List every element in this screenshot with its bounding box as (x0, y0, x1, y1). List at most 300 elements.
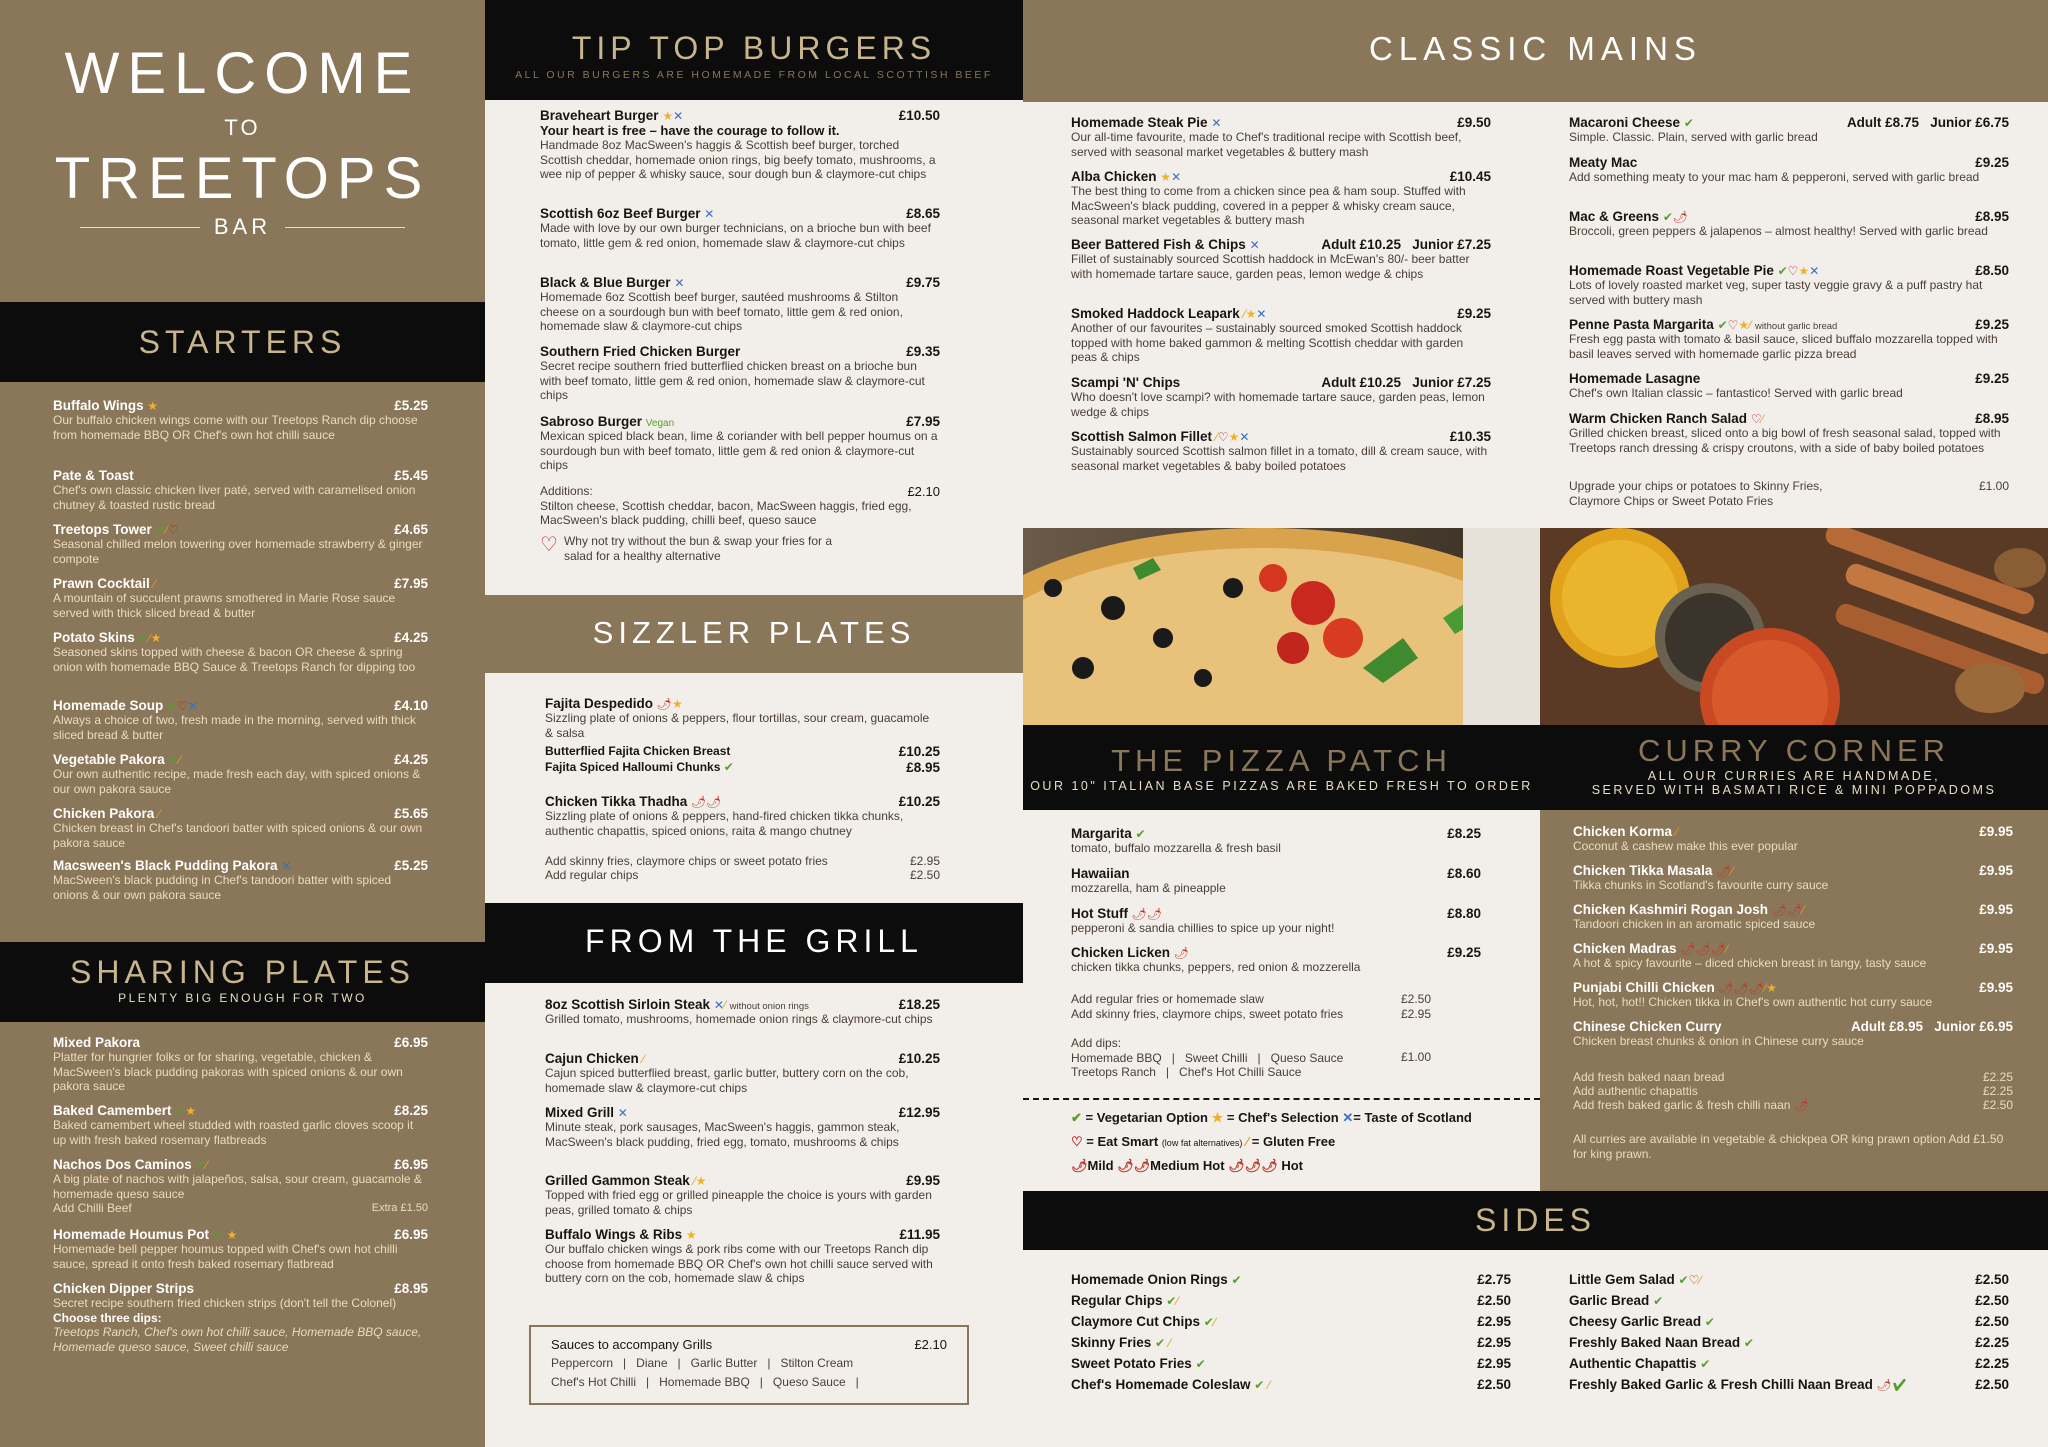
item-name: Southern Fried Chicken Burger (540, 344, 741, 359)
item-description: Lots of lovely roasted market veg, super tasty veggie gravy & a puff pastry hat served with buttery mash (1569, 278, 1983, 307)
key-small: (low fat alternatives) (1161, 1138, 1243, 1148)
gluten-free-icon: ⁄ (153, 577, 156, 591)
item-description: Our own authentic recipe, made fresh each day, with spiced onions & our own pakora sauce (53, 767, 421, 796)
menu-option (545, 744, 940, 758)
item-name: Chef's Homemade Coleslaw (1071, 1377, 1251, 1392)
menu-item (53, 1281, 428, 1354)
item-name: Chicken Korma (1573, 824, 1673, 839)
addon (545, 868, 940, 883)
item-name: Chicken Licken (1071, 945, 1171, 960)
item-price: £6.95 (394, 1227, 428, 1242)
upgrade-text: Upgrade your chips or potatoes to Skinny Fries, Claymore Chips or Sweet Potato Fries (1569, 479, 1823, 508)
addon-text: Add fresh baked naan bread (1573, 1070, 1725, 1084)
item-description: Chicken breast in Chef's tandoori batter with spiced onions & our own pakora sauce (53, 821, 423, 850)
menu-item (53, 468, 428, 512)
item-name: Chicken Pakora (53, 806, 155, 821)
dips-title: Choose three dips: (53, 1310, 162, 1325)
item-description: A big plate of nachos with jalapeños, salsa, sour cream, guacamole & homemade queso sauce (53, 1172, 422, 1201)
item-description: Minute steak, pork sausages, MacSween's haggis, gammon steak, MacSween's black pudding, fried egg, tomato, mushrooms & chips (545, 1120, 900, 1149)
vegetarian-icon: ✔ (212, 1228, 223, 1242)
item-description: Tandoori chicken in an aromatic spiced sauce (1573, 917, 1816, 931)
item-name: Chicken Madras (1573, 941, 1677, 956)
menu-item (1071, 237, 1491, 281)
curry-panel (1540, 810, 2048, 1191)
item-description: mozzarella, ham & pineapple (1071, 881, 1226, 895)
chilli-icon: 🌶🌶 (1771, 903, 1803, 917)
addon-text: Add authentic chapattis (1573, 1084, 1698, 1098)
eat-smart-icon: ♡ (177, 699, 188, 713)
vegetarian-icon: ✔ (1743, 1336, 1754, 1350)
key-divider (1023, 1098, 1540, 1100)
vegetarian-icon: ✔ (1700, 1357, 1711, 1371)
item-price: £9.75 (906, 275, 940, 290)
key-text: = Vegetarian Option (1085, 1110, 1208, 1125)
section-title: CLASSIC MAINS (1369, 30, 1702, 67)
item-price: £7.95 (906, 414, 940, 429)
gluten-free-icon: ⁄ (1213, 1315, 1216, 1329)
item-price: £4.25 (394, 630, 428, 645)
item-description: Another of our favourites – sustainably sourced smoked Scottish haddock topped with home baked gammon & melting Scottish cheddar with garden peas & chips (1071, 321, 1464, 364)
item-price: £8.80 (1447, 906, 1481, 921)
item-name: Braveheart Burger (540, 108, 659, 123)
vegetarian-icon: ✔ (723, 760, 734, 774)
menu-item (53, 806, 428, 850)
item-price: £9.25 (1975, 371, 2009, 386)
item-name: Chinese Chicken Curry (1573, 1019, 1722, 1034)
item-name: Meaty Mac (1569, 155, 1638, 170)
item-name: Chicken Tikka Thadha (545, 794, 688, 809)
taste-of-scotland-icon: ✕ (1809, 264, 1820, 278)
item-note: without onion rings (729, 1001, 809, 1012)
gluten-free-icon: ⁄ (1243, 307, 1246, 321)
item-price: £9.95 (1979, 824, 2013, 839)
item-price: £8.60 (1447, 866, 1481, 881)
chef-selection-icon: ★ (1160, 170, 1172, 184)
key-text: = Taste of Scotland (1353, 1110, 1472, 1125)
item-description: Our buffalo chicken wings come with our Treetops Ranch dip choose from homemade BBQ OR Chef's own hot chilli sauce (53, 413, 418, 442)
chef-selection-icon: ★ (1211, 1110, 1224, 1125)
item-description: Chef's own classic chicken liver paté, served with caramelised onion chutney & toasted rustic bread (53, 483, 416, 512)
item-name: Little Gem Salad (1569, 1272, 1675, 1287)
section-subtitle: ALL OUR CURRIES ARE HANDMADE, (1647, 769, 1941, 783)
taste-of-scotland-icon: ✕ (1171, 170, 1182, 184)
item-name: Chicken Kashmiri Rogan Josh (1573, 902, 1769, 917)
key-text: = Chef's Selection (1226, 1110, 1339, 1125)
item-name: Smoked Haddock Leapark (1071, 306, 1240, 321)
menu-item (1573, 863, 2013, 893)
side-item (1071, 1314, 1511, 1329)
menu-item (53, 1103, 428, 1147)
item-description: Made with love by our own burger technicians, on a brioche bun with beef tomato, little gem & red onion, homemade slaw & claymore-cut chips (540, 221, 931, 250)
item-price: £4.25 (394, 752, 428, 767)
menu-item (1569, 209, 2009, 239)
no-bun-note (540, 534, 940, 563)
item-description: Always a choice of two, fresh made in the morning, served with thick sliced bread & butter (53, 713, 416, 742)
dips-line: Treetops Ranch | Chef's Hot Chilli Sauce (1071, 1065, 1302, 1079)
eat-smart-icon: ♡ (540, 534, 558, 556)
item-price: £2.50 (1975, 1377, 2009, 1392)
gluten-free-icon: ⁄ (1761, 412, 1764, 426)
item-price: £5.45 (394, 468, 428, 483)
taste-of-scotland-icon: ✕ (187, 699, 198, 713)
item-name: Regular Chips (1071, 1293, 1163, 1308)
item-description: The best thing to come from a chicken since pea & ham soup. Stuffed with MacSween's black pudding, covered in a pepper & whisky cream sauce, seasonal market vegetables & buttery mash (1071, 184, 1466, 227)
option-name: Fajita Spiced Halloumi Chunks (545, 760, 721, 774)
item-price: £9.50 (1457, 115, 1491, 130)
item-name: Macaroni Cheese (1569, 115, 1681, 130)
gluten-free-icon: ⁄ (1749, 318, 1752, 332)
menu-item (545, 1227, 940, 1286)
section-title: SHARING PLATES (69, 954, 416, 990)
no-bun-text: Why not try without the bun & swap your fries for a salad for a healthy alternative (563, 534, 833, 563)
item-description: Secret recipe southern fried butterflied chicken breast on a brioche bun with beef tomato, little gem & red onion, homemade slaw & claymore-cut chips (540, 359, 925, 402)
menu-item (1071, 826, 1481, 856)
item-price: £10.35 (1449, 429, 1491, 444)
item-price: £8.50 (1975, 263, 2009, 278)
side-item (1569, 1293, 2009, 1308)
vegetarian-icon: ✔ (1135, 827, 1146, 841)
item-name: Scampi 'N' Chips (1071, 375, 1181, 390)
vegetarian-icon: ✔ (1777, 264, 1788, 278)
pizza-photo (1023, 528, 1540, 725)
gluten-free-icon: ⁄ (1699, 1273, 1702, 1287)
gluten-free-icon: ⁄ (1731, 864, 1734, 878)
menu-item (53, 522, 428, 566)
vegetarian-icon: ✔ (1653, 1294, 1664, 1308)
menu-item (1569, 115, 2009, 145)
addon-price: £2.25 (1982, 1070, 2013, 1084)
gluten-free-icon: ⁄ (642, 1052, 645, 1066)
eat-smart-icon: ♡ (167, 523, 179, 537)
item-name: Sweet Potato Fries (1071, 1356, 1192, 1371)
item-description: Coconut & cashew make this ever popular (1573, 839, 1798, 853)
item-price: £9.25 (1975, 317, 2009, 332)
section-subtitle: ALL OUR BURGERS ARE HOMEMADE FROM LOCAL SCOTTISH BEEF (515, 69, 993, 81)
side-item (1071, 1356, 1511, 1371)
item-name: Mixed Grill (545, 1105, 615, 1120)
item-name: Homemade Roast Vegetable Pie (1569, 263, 1774, 278)
item-name: Fajita Despedido (545, 696, 654, 711)
item-description: Add something meaty to your mac ham & pepperoni, served with garlic bread (1569, 170, 1980, 184)
taste-of-scotland-icon: ✕ (1256, 307, 1267, 321)
menu-item (53, 630, 428, 674)
item-price: £6.95 (394, 1035, 428, 1050)
chef-selection-icon: ★ (150, 631, 162, 645)
gluten-free-icon: ⁄ (723, 998, 726, 1012)
item-description: A hot & spicy favourite – diced chicken breast in tangy, tasty sauce (1573, 956, 1927, 970)
menu-item (53, 1157, 428, 1216)
menu-item (53, 1035, 428, 1094)
chilli-icon: 🌶 (1793, 1098, 1810, 1112)
menu-item (545, 1173, 940, 1217)
item-name: Scottish 6oz Beef Burger (540, 206, 701, 221)
side-item (1071, 1293, 1511, 1308)
item-name: Prawn Cocktail (53, 576, 150, 591)
menu-item (1071, 115, 1491, 159)
menu-item (545, 794, 940, 838)
gluten-free-icon: ⁄ (1726, 942, 1729, 956)
chilli-icon: 🌶🌶 (691, 795, 722, 809)
chef-selection-icon: ★ (1798, 264, 1810, 278)
chef-selection-icon: ★ (147, 399, 159, 413)
menu-item (1573, 941, 2013, 971)
item-description: Seasonal chilled melon towering over homemade strawberry & ginger compote (53, 537, 423, 566)
grill-header (485, 903, 1023, 983)
item-price: Adult £8.75 Junior £6.75 (1846, 115, 2009, 130)
welcome-line: WELCOME (64, 41, 421, 106)
menu-item (53, 752, 428, 796)
item-price: £9.95 (1979, 863, 2013, 878)
dips-line: Homemade BBQ | Sweet Chilli | Queso Sauce (1071, 1050, 1344, 1065)
section-subtitle: OUR 10" ITALIAN BASE PIZZAS ARE BAKED FRESH TO ORDER (1030, 779, 1533, 793)
taste-of-scotland-icon: ✕ (1342, 1110, 1354, 1125)
item-description: chicken tikka chunks, peppers, red onion & mozzerella (1071, 960, 1361, 974)
item-name: Potato Skins (53, 630, 135, 645)
item-price: £4.65 (394, 522, 428, 537)
key-text: = Eat Smart (1086, 1134, 1159, 1149)
addon-text: Add skinny fries, claymore chips, sweet potato fries (1071, 1007, 1344, 1021)
item-name: Freshly Baked Garlic & Fresh Chilli Naan Bread (1569, 1377, 1873, 1392)
addon (1573, 1070, 2013, 1085)
addon (1573, 1084, 2013, 1099)
addon-price: £2.95 (1400, 1007, 1431, 1021)
additions-price: £2.10 (907, 484, 940, 499)
vegetarian-icon: ✔ (1662, 210, 1673, 224)
vegetarian-icon: ✔ (1717, 318, 1728, 332)
item-description: Fresh egg pasta with tomato & basil sauce, sliced buffalo mozzarella topped with basil leaves served with homemade garlic pizza bread (1569, 332, 1998, 361)
item-name: Punjabi Chilli Chicken (1573, 980, 1715, 995)
menu-item (1573, 824, 2013, 854)
symbol-key (1071, 1110, 1531, 1174)
item-price: £8.95 (1975, 209, 2009, 224)
menu-item (540, 344, 940, 403)
item-name: Mixed Pakora (53, 1035, 141, 1050)
item-name: Macsween's Black Pudding Pakora (53, 858, 278, 873)
addon-text: Add fresh baked garlic & fresh chilli naan (1573, 1098, 1791, 1112)
menu-item (545, 1051, 940, 1095)
item-description: Hot, hot, hot!! Chicken tikka in Chef's own authentic hot curry sauce (1573, 995, 1933, 1009)
item-name: Homemade Soup (53, 698, 164, 713)
additions-label: Additions: (540, 484, 593, 498)
extra-price: Extra £1.50 (371, 1202, 428, 1214)
welcome-block (0, 40, 485, 240)
upgrade-price: £1.00 (1978, 479, 2009, 493)
side-item (1569, 1356, 2009, 1371)
right-area (1023, 0, 2048, 1447)
item-description: Our all-time favourite, made to Chef's traditional recipe with Scottish beef, served with seasonal market vegetables & buttery mash (1071, 130, 1462, 159)
menu-item (1569, 411, 2009, 455)
item-name: Skinny Fries (1071, 1335, 1152, 1350)
item-name: Homemade Onion Rings (1071, 1272, 1228, 1287)
item-price: £8.25 (1447, 826, 1481, 841)
item-name: Pate & Toast (53, 468, 134, 483)
chilli-icon: 🌶 (1672, 210, 1689, 224)
sizzler-header (485, 595, 1023, 673)
item-name: Penne Pasta Margarita (1569, 317, 1714, 332)
item-description: Secret recipe southern fried chicken strips (don't tell the Colonel) (53, 1296, 397, 1310)
item-price: £8.95 (394, 1281, 428, 1296)
gluten-free-icon: ⁄ (1764, 981, 1767, 995)
vegetarian-icon: ✔ (1231, 1273, 1242, 1287)
addon-price: £2.50 (1400, 992, 1431, 1006)
menu-item (53, 1227, 428, 1271)
vegetarian-icon: ✔ (1891, 1378, 1908, 1392)
key-text: = Gluten Free (1251, 1134, 1336, 1149)
item-description: Fillet of sustainably sourced Scottish haddock in McEwan's 80/- beer batter with homemade tartare sauce, garden peas, lemon wedge & chips (1071, 252, 1470, 281)
gluten-free-icon: ⁄ (1168, 1336, 1171, 1350)
chilli-icon: 🌶 (656, 697, 673, 711)
item-price: £9.25 (1975, 155, 2009, 170)
item-price: £8.65 (906, 206, 940, 221)
item-name: Hot Stuff (1071, 906, 1128, 921)
item-description: MacSween's black pudding in Chef's tandoori batter with spiced onions & our own pakora sauce (53, 873, 392, 902)
item-description: Sustainably sourced Scottish salmon fillet in a tomato, dill & cream sauce, with seasonal market vegetables & baby boiled potatoes (1071, 444, 1488, 473)
gluten-free-icon: ⁄ (1268, 1378, 1271, 1392)
item-name: Cheesy Garlic Bread (1569, 1314, 1702, 1329)
item-name: Mac & Greens (1569, 209, 1660, 224)
item-description: Grilled chicken breast, sliced onto a big bowl of fresh seasonal salad, topped with Treetops ranch dressing & crispy croutons, with a side of baby boiled potatoes (1569, 426, 2001, 455)
item-name: Alba Chicken (1071, 169, 1157, 184)
item-description: Cajun spiced butterflied breast, garlic butter, buttery corn on the cob, homemade slaw & claymore-cut chips (545, 1066, 909, 1095)
vegetarian-icon: ✔ (195, 1158, 206, 1172)
menu-option (545, 760, 940, 774)
menu-item (1573, 1019, 2013, 1049)
vegetarian-icon: ✔ (1071, 1110, 1082, 1125)
vegetarian-icon: ✔ (175, 1104, 186, 1118)
item-name: Scottish Salmon Fillet (1071, 429, 1213, 444)
gluten-free-icon: ⁄ (148, 631, 151, 645)
item-price: Adult £10.25 Junior £7.25 (1321, 237, 1491, 252)
item-price: £2.75 (1477, 1272, 1511, 1287)
chef-selection-icon: ★ (662, 109, 674, 123)
vegetarian-icon: ✔ (1203, 1315, 1214, 1329)
item-description: Mexican spiced black bean, lime & coriander with bell pepper houmus on a sourdough bun with beef tomato, little gem & red onion & claymore-cut chips (540, 429, 938, 472)
section-title: STARTERS (138, 324, 347, 360)
menu-item (545, 696, 940, 740)
gluten-free-icon: ⁄ (1245, 1134, 1249, 1149)
item-name: Baked Camembert (53, 1103, 172, 1118)
menu-item (1569, 155, 2009, 185)
item-price: £2.50 (1477, 1377, 1511, 1392)
burgers-header (485, 0, 1023, 100)
item-description: Platter for hungrier folks or for sharing, vegetable, chicken & MacSween's black pudding pakoras with spiced onions & our own pakora sauce (53, 1050, 403, 1093)
item-price: £2.50 (1477, 1293, 1511, 1308)
section-title: TIP TOP BURGERS (571, 30, 937, 66)
eat-smart-icon: ♡ (1750, 412, 1762, 426)
item-description: Baked camembert wheel studded with roasted garlic cloves scoop it up with fresh baked rosemary flatbreads (53, 1118, 414, 1147)
item-price: £8.95 (1975, 411, 2009, 426)
item-name: Homemade Steak Pie (1071, 115, 1208, 130)
additions-desc: Stilton cheese, Scottish cheddar, bacon, MacSween haggis, fried egg, MacSween's black pudding, chilli beef, queso sauce (540, 498, 912, 527)
gluten-free-icon: ⁄ (1176, 1294, 1179, 1308)
vegetarian-icon: ✔ (1155, 1336, 1166, 1350)
item-price: £5.25 (394, 858, 428, 873)
menu-item (1573, 980, 2013, 1010)
vegetarian-icon: ✔ (1683, 116, 1694, 130)
item-price: £9.95 (1979, 941, 2013, 956)
vegan-tag: Vegan (645, 418, 675, 429)
menu-item (1071, 866, 1481, 896)
dips (1071, 1036, 1481, 1080)
item-name: Hawaiian (1071, 866, 1130, 881)
sauces-title: Sauces to accompany Grills (551, 1337, 713, 1352)
item-price: £2.95 (1477, 1314, 1511, 1329)
item-name: Warm Chicken Ranch Salad (1569, 411, 1748, 426)
item-price: £5.25 (394, 398, 428, 413)
vegetarian-icon: ✔ (138, 631, 149, 645)
item-price: £9.95 (1979, 980, 2013, 995)
item-description: Sizzling plate of onions & peppers, hand-fired chicken tikka chunks, authentic chapattis, spiced onions, raita & mango chutney (545, 809, 904, 838)
item-price: £18.25 (898, 997, 940, 1012)
vegetarian-icon: ✔ (1195, 1357, 1206, 1371)
menu-item (545, 997, 940, 1027)
note-text: All curries are available in vegetable & chickpea OR king prawn option Add £1.50 for king prawn. (1573, 1132, 2004, 1161)
side-item (1569, 1335, 2009, 1350)
item-price: £2.50 (1975, 1293, 2009, 1308)
item-price: £2.25 (1975, 1335, 2009, 1350)
extra-label: Add Chilli Beef (53, 1201, 132, 1215)
addon-price: £2.50 (909, 868, 940, 882)
item-description: Sizzling plate of onions & peppers, flour tortillas, sour cream, guacamole & salsa (545, 711, 930, 740)
menu-item (540, 206, 940, 250)
taste-of-scotland-icon: ✕ (1211, 116, 1222, 130)
side-item (1071, 1272, 1511, 1287)
item-price: £2.50 (1975, 1272, 2009, 1287)
item-name: Beer Battered Fish & Chips (1071, 237, 1246, 252)
item-name: Homemade Houmus Pot (53, 1227, 210, 1242)
sauces-line: Peppercorn | Diane | Garlic Butter | Stilton Cream (551, 1356, 854, 1370)
venue-bar: BAR (213, 214, 272, 239)
chef-selection-icon: ★ (672, 697, 683, 711)
menu-item (1071, 169, 1491, 228)
additions (540, 484, 940, 528)
item-name: Margarita (1071, 826, 1132, 841)
dips-list: Treetops Ranch, Chef's own hot chilli sauce, Homemade BBQ sauce, Homemade queso sauce, Sweet chilli sauce (53, 1325, 422, 1354)
item-price: Adult £8.95 Junior £6.95 (1850, 1019, 2013, 1034)
addon (545, 854, 940, 869)
dips-price: £1.00 (1400, 1050, 1431, 1064)
chef-selection-icon: ★ (695, 1174, 707, 1188)
chilli-icon: 🌶🌶 (1131, 907, 1163, 921)
left-column (0, 0, 485, 1447)
menu-item (1071, 306, 1491, 365)
key-text: Hot (1281, 1158, 1303, 1173)
item-name: Homemade Lasagne (1569, 371, 1701, 386)
item-name: Cajun Chicken (545, 1051, 639, 1066)
chef-selection-icon: ★ (1738, 318, 1750, 332)
item-name: Garlic Bread (1569, 1293, 1650, 1308)
eat-smart-icon: ♡ (1071, 1134, 1083, 1149)
taste-of-scotland-icon: ✕ (617, 1106, 628, 1120)
sides-header (1023, 1191, 2048, 1250)
menu-item (1071, 375, 1491, 419)
addon-text: Add skinny fries, claymore chips or sweet potato fries (545, 854, 828, 868)
menu-item (540, 108, 940, 182)
item-name: Nachos Dos Caminos (53, 1157, 192, 1172)
item-name: Black & Blue Burger (540, 275, 671, 290)
chilli-icon: 🌶🌶🌶 (1680, 942, 1727, 956)
menu-item (545, 1105, 940, 1149)
addon-text: Add regular chips (545, 868, 639, 882)
taste-of-scotland-icon: ✕ (1239, 430, 1250, 444)
item-description: A mountain of succulent prawns smothered in Marie Rose sauce served with thick sliced bread & butter (53, 591, 396, 620)
option-price: £10.25 (898, 744, 940, 759)
chilli-icon: 🌶🌶🌶 (1718, 981, 1765, 995)
item-name: Buffalo Wings (53, 398, 144, 413)
vegetarian-icon: ✔ (1254, 1378, 1265, 1392)
menu-item (540, 275, 940, 334)
menu-item (53, 858, 428, 902)
